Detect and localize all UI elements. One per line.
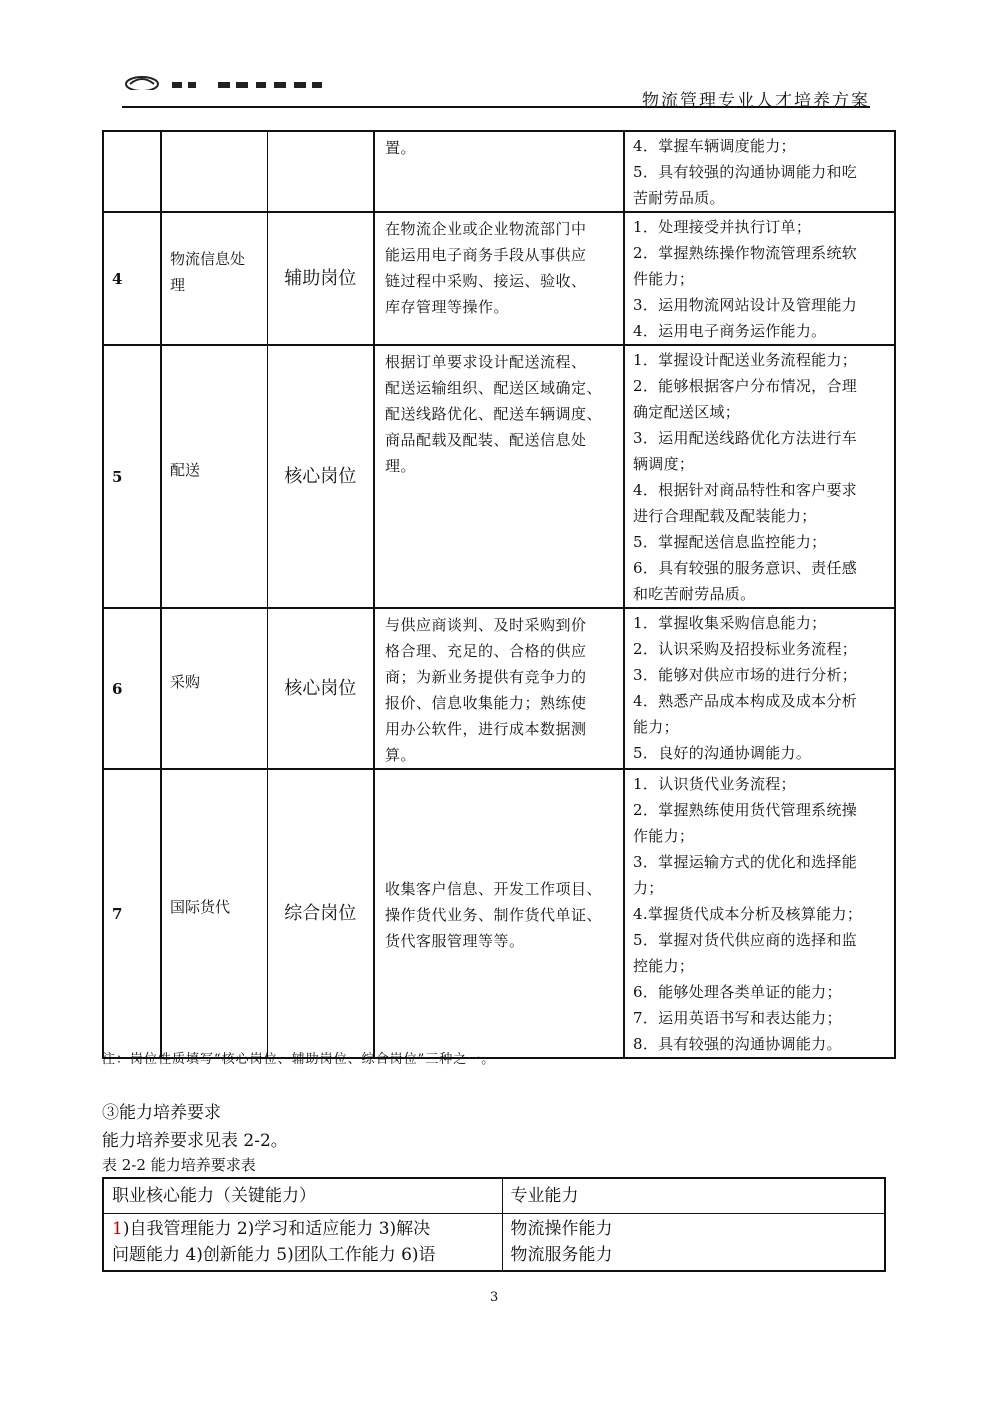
section-body: 能力培养要求见表 2-2。	[102, 1131, 288, 1151]
table-row	[103, 769, 895, 1058]
row-number: 6	[103, 608, 161, 769]
row-number: 7	[103, 769, 161, 1058]
position-name: 采购	[161, 608, 267, 769]
position-nature: 辅助岗位	[267, 212, 374, 345]
position-description: 在物流企业或企业物流部门中 能运用电子商务手段从事供应 链过程中采购、接运、验收、 库存管理等操作。	[374, 212, 624, 345]
ability-table	[102, 1177, 886, 1272]
header-title: 物流管理专业人才培养方案	[642, 91, 870, 111]
position-requirements: 1．掌握设计配送业务流程能力； 2．能够根据客户分布情况，合理 确定配送区域； 3．运用配送线路优化方法进行车 辆调度； 4．根据针对商品特性和客户要求 进行合理配载及配装能力； 5．掌握配送信息监控能力； 6．具有较强的服务意识、责任感 和吃苦耐劳品质。	[624, 345, 895, 608]
row-number	[103, 131, 161, 212]
row-number: 4	[103, 212, 161, 345]
page-number: 3	[490, 1290, 499, 1305]
table-row	[103, 131, 895, 212]
row-number: 5	[103, 345, 161, 608]
table-row	[103, 608, 895, 769]
position-name: 配送	[161, 345, 267, 608]
position-name: 物流信息处 理	[161, 212, 267, 345]
position-description: 收集客户信息、开发工作项目、 操作货代业务、制作货代单证、 货代客服管理等等。	[374, 769, 624, 1058]
page-header	[122, 68, 870, 111]
position-name	[161, 131, 267, 212]
position-nature: 核心岗位	[267, 608, 374, 769]
position-description: 与供应商谈判、及时采购到价 格合理、充足的、合格的供应 商；为新业务提供有竞争力的 报价、信息收集能力；熟练使 用办公软件，进行成本数据测 算。	[374, 608, 624, 769]
table-row	[103, 212, 895, 345]
professional-abilities-cell: 物流操作能力 物流服务能力	[502, 1214, 885, 1272]
table-row	[103, 345, 895, 608]
positions-table	[102, 130, 896, 1059]
position-requirements: 1．处理接受并执行订单； 2．掌握熟练操作物流管理系统软 件能力； 3．运用物流网站设计及管理能力 4．运用电子商务运作能力。	[624, 212, 895, 345]
position-nature: 综合岗位	[267, 769, 374, 1058]
position-description: 置。	[374, 131, 624, 212]
position-nature: 核心岗位	[267, 345, 374, 608]
column-header: 职业核心能力（关键能力）	[103, 1178, 502, 1214]
table-note: 注：岗位性质填写“核心岗位、辅助岗位、综合岗位”三种之一。	[102, 1052, 496, 1067]
position-requirements: 1．认识货代业务流程； 2．掌握熟练使用货代管理系统操 作能力； 3．掌握运输方式的优化和选择能 力； 4.掌握货代成本分析及核算能力； 5．掌握对货代供应商的选择和监 控能力； 6．能够处理各类单证的能力； 7．运用英语书写和表达能力； 8．具有较强的沟通协调能力。	[624, 769, 895, 1058]
column-header: 专业能力	[502, 1178, 885, 1214]
position-nature	[267, 131, 374, 212]
position-name: 国际货代	[161, 769, 267, 1058]
header-divider	[122, 106, 870, 108]
position-requirements: 4．掌握车辆调度能力； 5．具有较强的沟通协调能力和吃 苦耐劳品质。	[624, 131, 895, 212]
table-header-row	[103, 1178, 885, 1214]
section-title: ③能力培养要求	[102, 1103, 221, 1123]
position-requirements: 1．掌握收集采购信息能力； 2．认识采购及招投标业务流程； 3．能够对供应市场的进行分析； 4．熟悉产品成本构成及成本分析 能力； 5．良好的沟通协调能力。	[624, 608, 895, 769]
table-caption: 表 2-2 能力培养要求表	[102, 1156, 256, 1174]
school-logo-icon	[122, 72, 342, 90]
table-row	[103, 1214, 885, 1272]
list-start-number: 1	[112, 1219, 123, 1239]
core-abilities-cell: 1)自我管理能力 2)学习和适应能力 3)解决 问题能力 4)创新能力 5)团队工作能力 6)语	[103, 1214, 502, 1272]
position-description: 根据订单要求设计配送流程、 配送运输组织、配送区域确定、 配送线路优化、配送车辆调度、 商品配载及配装、配送信息处 理。	[374, 345, 624, 608]
